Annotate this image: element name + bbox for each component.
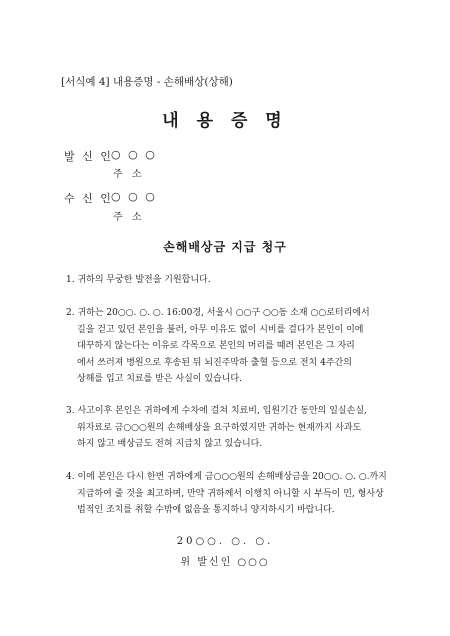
paragraph-line: 길을 걷고 있던 본인을 불러, 아무 이유도 없이 시비를 걸다가 본인이 이에 — [77, 324, 364, 335]
paragraph-line: 에서 쓰러져 병원으로 후송된 뒤 뇌진주막하 출혈 등으로 전치 4주간의 — [77, 357, 352, 368]
paragraph-line: 지급하여 줄 것을 최고하며, 만약 귀하께서 이행치 아니할 시 부득이 민, 형사상 — [77, 488, 384, 499]
receiver-label: 수 신 인 — [64, 192, 113, 205]
paragraph-line: 하지 않고 배상금도 전혀 지급치 않고 있습니다. — [77, 439, 263, 449]
paragraph-line: 법적인 조치를 취할 수밖에 없음을 통지하니 양지하시기 바랍니다. — [77, 505, 335, 515]
sender-label: 발 신 인 — [64, 150, 113, 163]
paragraph-4 — [66, 469, 388, 519]
receiver-name: ○ ○ ○ — [111, 190, 157, 203]
sender-name: ○ ○ ○ — [111, 148, 157, 161]
paragraph-line: 3. 사고이후 본인은 귀하에게 수차에 걸쳐 치료비, 입원기간 동안의 일실손실, — [66, 406, 367, 416]
receiver-address-label: 주 소 — [113, 212, 145, 223]
paragraph-line: 위자료로 금○○○원의 손해배상을 요구하였지만 귀하는 현재까지 사과도 — [77, 422, 362, 433]
paragraph-line: 4. 이에 본인은 다시 한번 귀하에게 금○○○원의 손해배상금을 20○○. ○. ○.까지 — [66, 472, 387, 482]
document-title: 내 용 증 명 — [162, 111, 288, 131]
paragraph-line: 대꾸하지 않는다는 이유로 각목으로 본인의 머리를 때려 본인은 그 자리 — [77, 341, 355, 351]
closing-date: 20○○. ○. ○. — [176, 536, 274, 547]
paragraph-line: 2. 귀하는 20○○. ○. ○. 16:00경, 서울시 ○○구 ○○동 소재 ○○로터리에서 — [66, 308, 370, 318]
sender-address-label: 주 소 — [113, 169, 145, 180]
paragraph-line: 1. 귀하의 무궁한 발전을 기원합니다. — [66, 275, 211, 285]
subject-heading: 손해배상금 지급 청구 — [163, 240, 287, 254]
closing-signature: 위 발신인 ○○○ — [180, 557, 270, 568]
paragraph-3 — [66, 403, 388, 453]
paragraph-1 — [66, 272, 388, 289]
form-label: [서식예 4] 내용증명 - 손해배상(상해) — [61, 76, 233, 88]
paragraph-2 — [66, 305, 388, 388]
paragraph-line: 상해를 입고 치료를 받은 사실이 있습니다. — [77, 374, 242, 384]
